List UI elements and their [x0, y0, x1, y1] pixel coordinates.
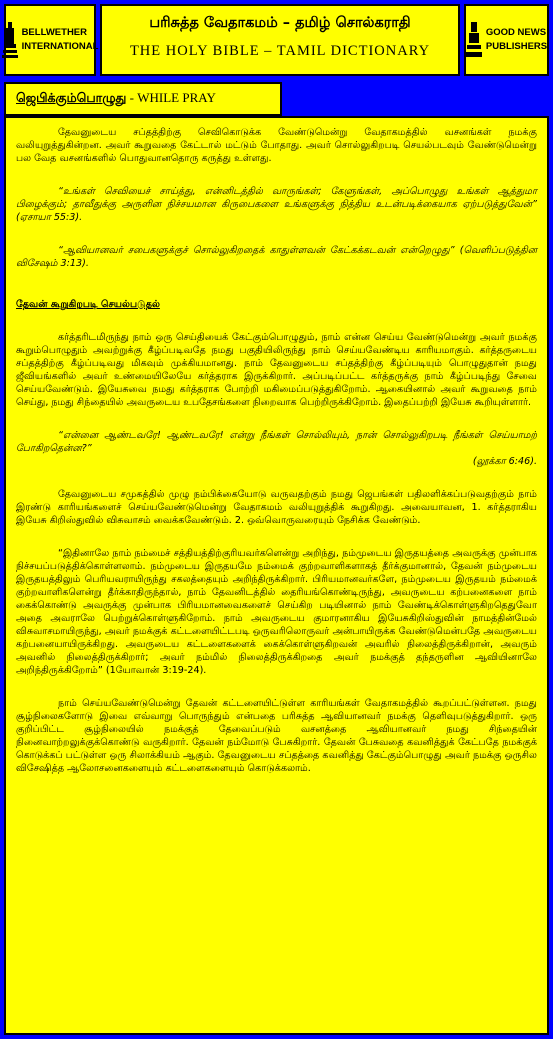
quote-luke-ref: (லூக்கா 6:46). — [472, 456, 537, 467]
title-tamil: பரிசுத்த வேதாகமம் – தமிழ் சொல்கராதி — [149, 15, 411, 31]
section-tab — [4, 82, 282, 116]
quote-revelation: “ஆவியானவர் சபைகளுக்குச் சொல்லுகிறதைக் காதுள்ளவன் கேட்கக்கடவன் என்றெழுது” (வெளிப்படுத்தின விசேஷம் 3:13). — [16, 245, 537, 269]
subheading-obey: தேவன் கூறுகிறபடி செயல்படுதல் — [16, 299, 160, 310]
bellwether-sheep-icon — [2, 20, 18, 60]
logo-right-line2: PUBLISHERS — [485, 41, 548, 52]
paragraph-two-things: தேவனுடைய சமுகத்தில் முழு நம்பிக்கையோடு வருவதற்கும் நமது ஜெபங்கள் பதிலளிக்கப்படுவதற்கும் நாம் இரண்டு காரியங்களைச் செய்யவேண்டுமென்று வேதாகமம் வலியுறுத்திக் கூறுகிறது. அவையாவன, 1. கர்த்தராகிய இயேசு கிறிஸ்துவில் விசுவாசம் வைக்கவேண்டும். 2. ஒவ்வொருவரையும் நேசிக்க வேண்டும். — [16, 489, 537, 526]
quote-1john: “இதினாலே நாம் நம்மைச் சத்தியத்திற்குரியவர்களென்று அறிந்து, நம்முடைய இருதயத்தை அவருக்கு முன்பாக நிச்சயப்படுத்திக்கொள்ளலாம். நம்முடைய இருதயமே நம்மைக் குற்றவாளிகளாகத் தீர்க்குமானால், தேவன் நம்முடைய இருதயத்திலும் பெரியவராயிருந்து சகலத்தையும் அறிந்திருக்கிறார். பிரியமானவர்களே, நம்முடைய இருதயம் நம்மைக் குற்றவாளிகளென்று தீர்க்காதிருந்தால், நாம் தேவனிடத்தில் தைரியங்கொண்டிருந்து, அவருடைய கற்பனைகளை நாம் கைக்கொண்டு அவருக்கு முன்பாக பிரியமானவைகளைச் செய்கிற படியினால் நாம் வேண்டிக்கொள்ளுகிறதெதுவோ அதை அவராலே பெற்றுக்கொள்ளுகிறோம். நாம் அவருடைய குமாரனாகிய இயேசுகிறிஸ்துவின் நாமத்தின்மேல் விசுவாசமாயிருந்து, அவர் நமக்குக் கட்டளையிட்டபடி ஒருவரிலொருவர் அன்பாயிருக்க வேண்டுமென்பதே அவருடைய கற்பனையாயிருக்கிறது. அவருடைய கட்டளைகளைக் கைக்கொள்ளுகிறவன் அவரில் நிலைத்திருக்கிறான், அவரும் அவனில் நிலைத்திருக்கிறார்; அவர் நம்மில் நிலைத்திருக்கிறதை அவர் நமக்குத் தந்தருளின ஆவியினாலே அறிந்திருக்கிறோம்” (1யோவான் 3:19-24). — [16, 548, 537, 676]
quote-luke: “என்னை ஆண்டவரே! ஆண்டவரே! என்று நீங்கள் சொல்லியும், நான் சொல்லுகிறபடி நீங்கள் செய்யாமற் போகிறதென்ன?” — [16, 430, 537, 454]
section-title-english: WHILE PRAY — [137, 90, 216, 105]
logo-left-line2: INTERNATIONAL — [21, 41, 99, 52]
logo-right-line1: GOOD NEWS — [485, 27, 547, 38]
title-english: THE HOLY BIBLE – TAMIL DICTIONARY — [129, 43, 431, 59]
paragraph-holy-spirit: நாம் செய்யவேண்டுமென்று தேவன் கட்டளையிட்டுள்ள காரியங்கள் வேதாகமத்தில் கூறப்பட்டுள்ளன. நமது சூழ்நிலைகளோடு இவை எவ்வாறு பொருந்தும் என்பதை பரிசுத்த ஆவியானவர் நமக்கு தெளிவுபடுத்துகிறார். ஒரு குறிப்பிட்ட சூழ்நிலையில் நமக்குத் தேவைப்படும் வசனத்தை ஆவியானவர் நமது சிந்தையின் நினைவாற்றலுக்குக்கொண்டு வருகிறார். தேவன் நம்மோடு பேசுகிறார். தேவன் பேசுவதை கவனித்துக் கேட்பதே நமக்குக் கொடுக்கப் பட்டுள்ள ஒரு சிலாக்கியம் ஆகும். தேவனுடைய சப்தத்தை கவனித்து கேட்கும்பொழுது அவர் நமக்கு ஒருசில விசேஷித்த ஆலோசனைகளையும் கட்டளைகளையும் கொடுக்கலாம். — [16, 698, 537, 774]
book-stack-icon — [466, 20, 482, 60]
paragraph-obedience: கர்த்தரிடமிருந்து நாம் ஒரு செய்தியைக் கேட்கும்பொழுதும், நாம் என்ன செய்ய வேண்டுமென்று அவர் நமக்கு கூறும்பொழுதும் அவற்றுக்கு கீழ்ப்படிவதே நமது பகுதியிலிருந்து நாம் செய்யவேண்டிய காரியமாகும். கர்த்தருடைய சப்தத்திற்கு கீழ்ப்படிவது மிகவும் முக்கியமானது. நாம் தேவனுடைய சப்தத்திற்கு கீழ்ப்படியும் பொழுதுதான் நமது ஜீவியங்களில் அவர் உண்மையிலேயே கர்த்தராக இருக்கிறார். அப்படிப்பட்ட கர்த்தருக்கு நாம் கீழ்ப்படிந்து சேவை செய்யவேண்டும். இயேசுவை நமது கர்த்தராக போற்றி மகிமைப்படுத்துகிறோம். ஆகையினால் அவர் கூறுவதை நாம் செய்து, நமது சிந்தையில் அவருடைய உபதேசங்களை நிறைவாக பெற்றிருக்கிறோம். இதைப்பற்றி இயேசு கூறியுள்ளார். — [16, 332, 537, 408]
bellwether-logo[interactable] — [4, 4, 99, 76]
section-title-tamil: ஜெபிக்கும்பொழுது — [16, 90, 127, 105]
good-news-publishers-logo[interactable] — [464, 4, 549, 76]
section-title-separator: - — [126, 90, 138, 105]
quote-isaiah: “உங்கள் செவியைச் சாய்த்து, என்னிடத்தில் வாருங்கள்; கேளுங்கள், அப்பொழுது உங்கள் ஆத்துமா பிழைக்கும்; தாவீதுக்கு அருளின நிச்சயமான கிருபைகளை உங்களுக்கு நித்திய உடன்படிக்கையாக ஏற்படுத்துவேன்” (ஏசாயா 55:3). — [16, 186, 537, 223]
title-banner — [100, 4, 460, 76]
paragraph-intro: தேவனுடைய சப்தத்திற்கு செவிகொடுக்க வேண்டுமென்று வேதாகமத்தில் வசனங்கள் நமக்கு வலியுறுத்துகின்றன. அவர் கூறுவதை கேட்டால் மட்டும் போதாது. அவர் சொல்லுகிறபடி செயல்படவும் வேண்டுமென்று பல வேத வசனங்களில் பொதுவானதொரு கருத்து உள்ளது. — [16, 127, 537, 164]
logo-left-line1: BELLWETHER — [21, 27, 88, 38]
article-body — [4, 116, 549, 1035]
